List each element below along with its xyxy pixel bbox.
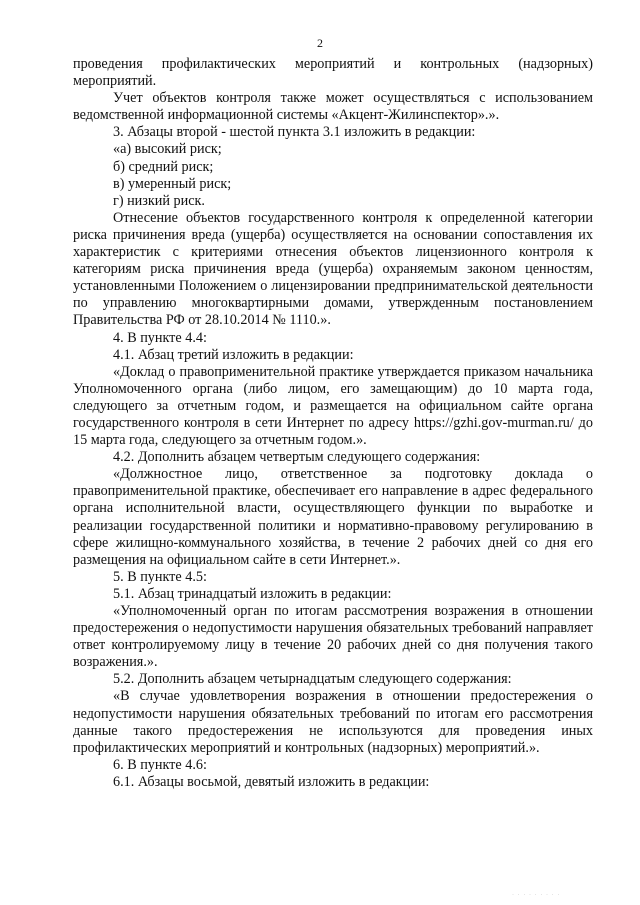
paragraph: б) средний риск; bbox=[113, 158, 214, 175]
paragraph: «Доклад о правоприменительной практике утверждается приказом начальника Уполномоченного органа (либо лицом, его замещающим) до 10 марта года, следующего за отчетным годом, и размещается на официальном сайте органа государственного контроля в сети Интернет по адресу https://gzhi.gov-murman.ru/ до 15 марта года, следующего за отчетным годом.». bbox=[73, 363, 593, 449]
paragraph: «В случае удовлетворения возражения в отношении предостережения о недопустимости нарушения обязательных требований по итогам его рассмотрения данные такого предостережения не используются для проведения иных профилактических мероприятий и контрольных (надзорных) мероприятий.». bbox=[73, 688, 593, 756]
footer-scan-mark: · · · · · · · · · bbox=[512, 892, 561, 898]
paragraph: «Должностное лицо, ответственное за подготовку доклада о правоприменительной практике, обеспечивает его направление в адрес федерального органа исполнительной власти, осуществляющего функции по выработке и реализации государственной политики и нормативно-правовому регулированию в сфере жилищно-коммунального хозяйства, в течение 2 рабочих дней со дня его размещения на официальном сайте в сети Интернет.». bbox=[73, 466, 593, 568]
paragraph: 3. Абзацы второй - шестой пункта 3.1 изложить в редакции: bbox=[113, 124, 476, 141]
paragraph: 4.2. Дополнить абзацем четвертым следующего содержания: bbox=[113, 449, 481, 466]
paragraph: Учет объектов контроля также может осуществляться с использованием ведомственной информационной системы «Акцент-Жилинспектор».». bbox=[73, 90, 593, 124]
paragraph: «а) высокий риск; bbox=[113, 141, 222, 158]
paragraph: 5.1. Абзац тринадцатый изложить в редакции: bbox=[113, 585, 392, 602]
paragraph: Отнесение объектов государственного контроля к определенной категории риска причинения вреда (ущерба) осуществляется на основании сопоставления их характеристик с критериями отнесения объектов лицензионного контроля к категориям риска причинения вреда (ущерба) охраняемым законом ценностям, установленными Положением о лицензировании предпринимательской деятельности по управлению многоквартирными домами, утвержденным постановлением Правительства РФ от 28.10.2014 № 1110.». bbox=[73, 209, 593, 329]
paragraph: 6.1. Абзацы восьмой, девятый изложить в редакции: bbox=[113, 773, 430, 790]
paragraph: 4. В пункте 4.4: bbox=[113, 329, 207, 346]
paragraph: в) умеренный риск; bbox=[113, 175, 232, 192]
document-body bbox=[73, 56, 593, 791]
paragraph: 5.2. Дополнить абзацем четырнадцатым следующего содержания: bbox=[113, 671, 512, 688]
paragraph: г) низкий риск. bbox=[113, 192, 205, 209]
paragraph: 4.1. Абзац третий изложить в редакции: bbox=[113, 346, 354, 363]
paragraph: проведения профилактических мероприятий и контрольных (надзорных) мероприятий. bbox=[73, 56, 593, 90]
paragraph: 6. В пункте 4.6: bbox=[113, 756, 207, 773]
page-number: 2 bbox=[317, 36, 323, 50]
paragraph: 5. В пункте 4.5: bbox=[113, 568, 207, 585]
paragraph: «Уполномоченный орган по итогам рассмотрения возражения в отношении предостережения о недопустимости нарушения обязательных требований направляет ответ контролируемому лицу в течение 20 рабочих дней со дня получения такого возражения.». bbox=[73, 603, 593, 671]
